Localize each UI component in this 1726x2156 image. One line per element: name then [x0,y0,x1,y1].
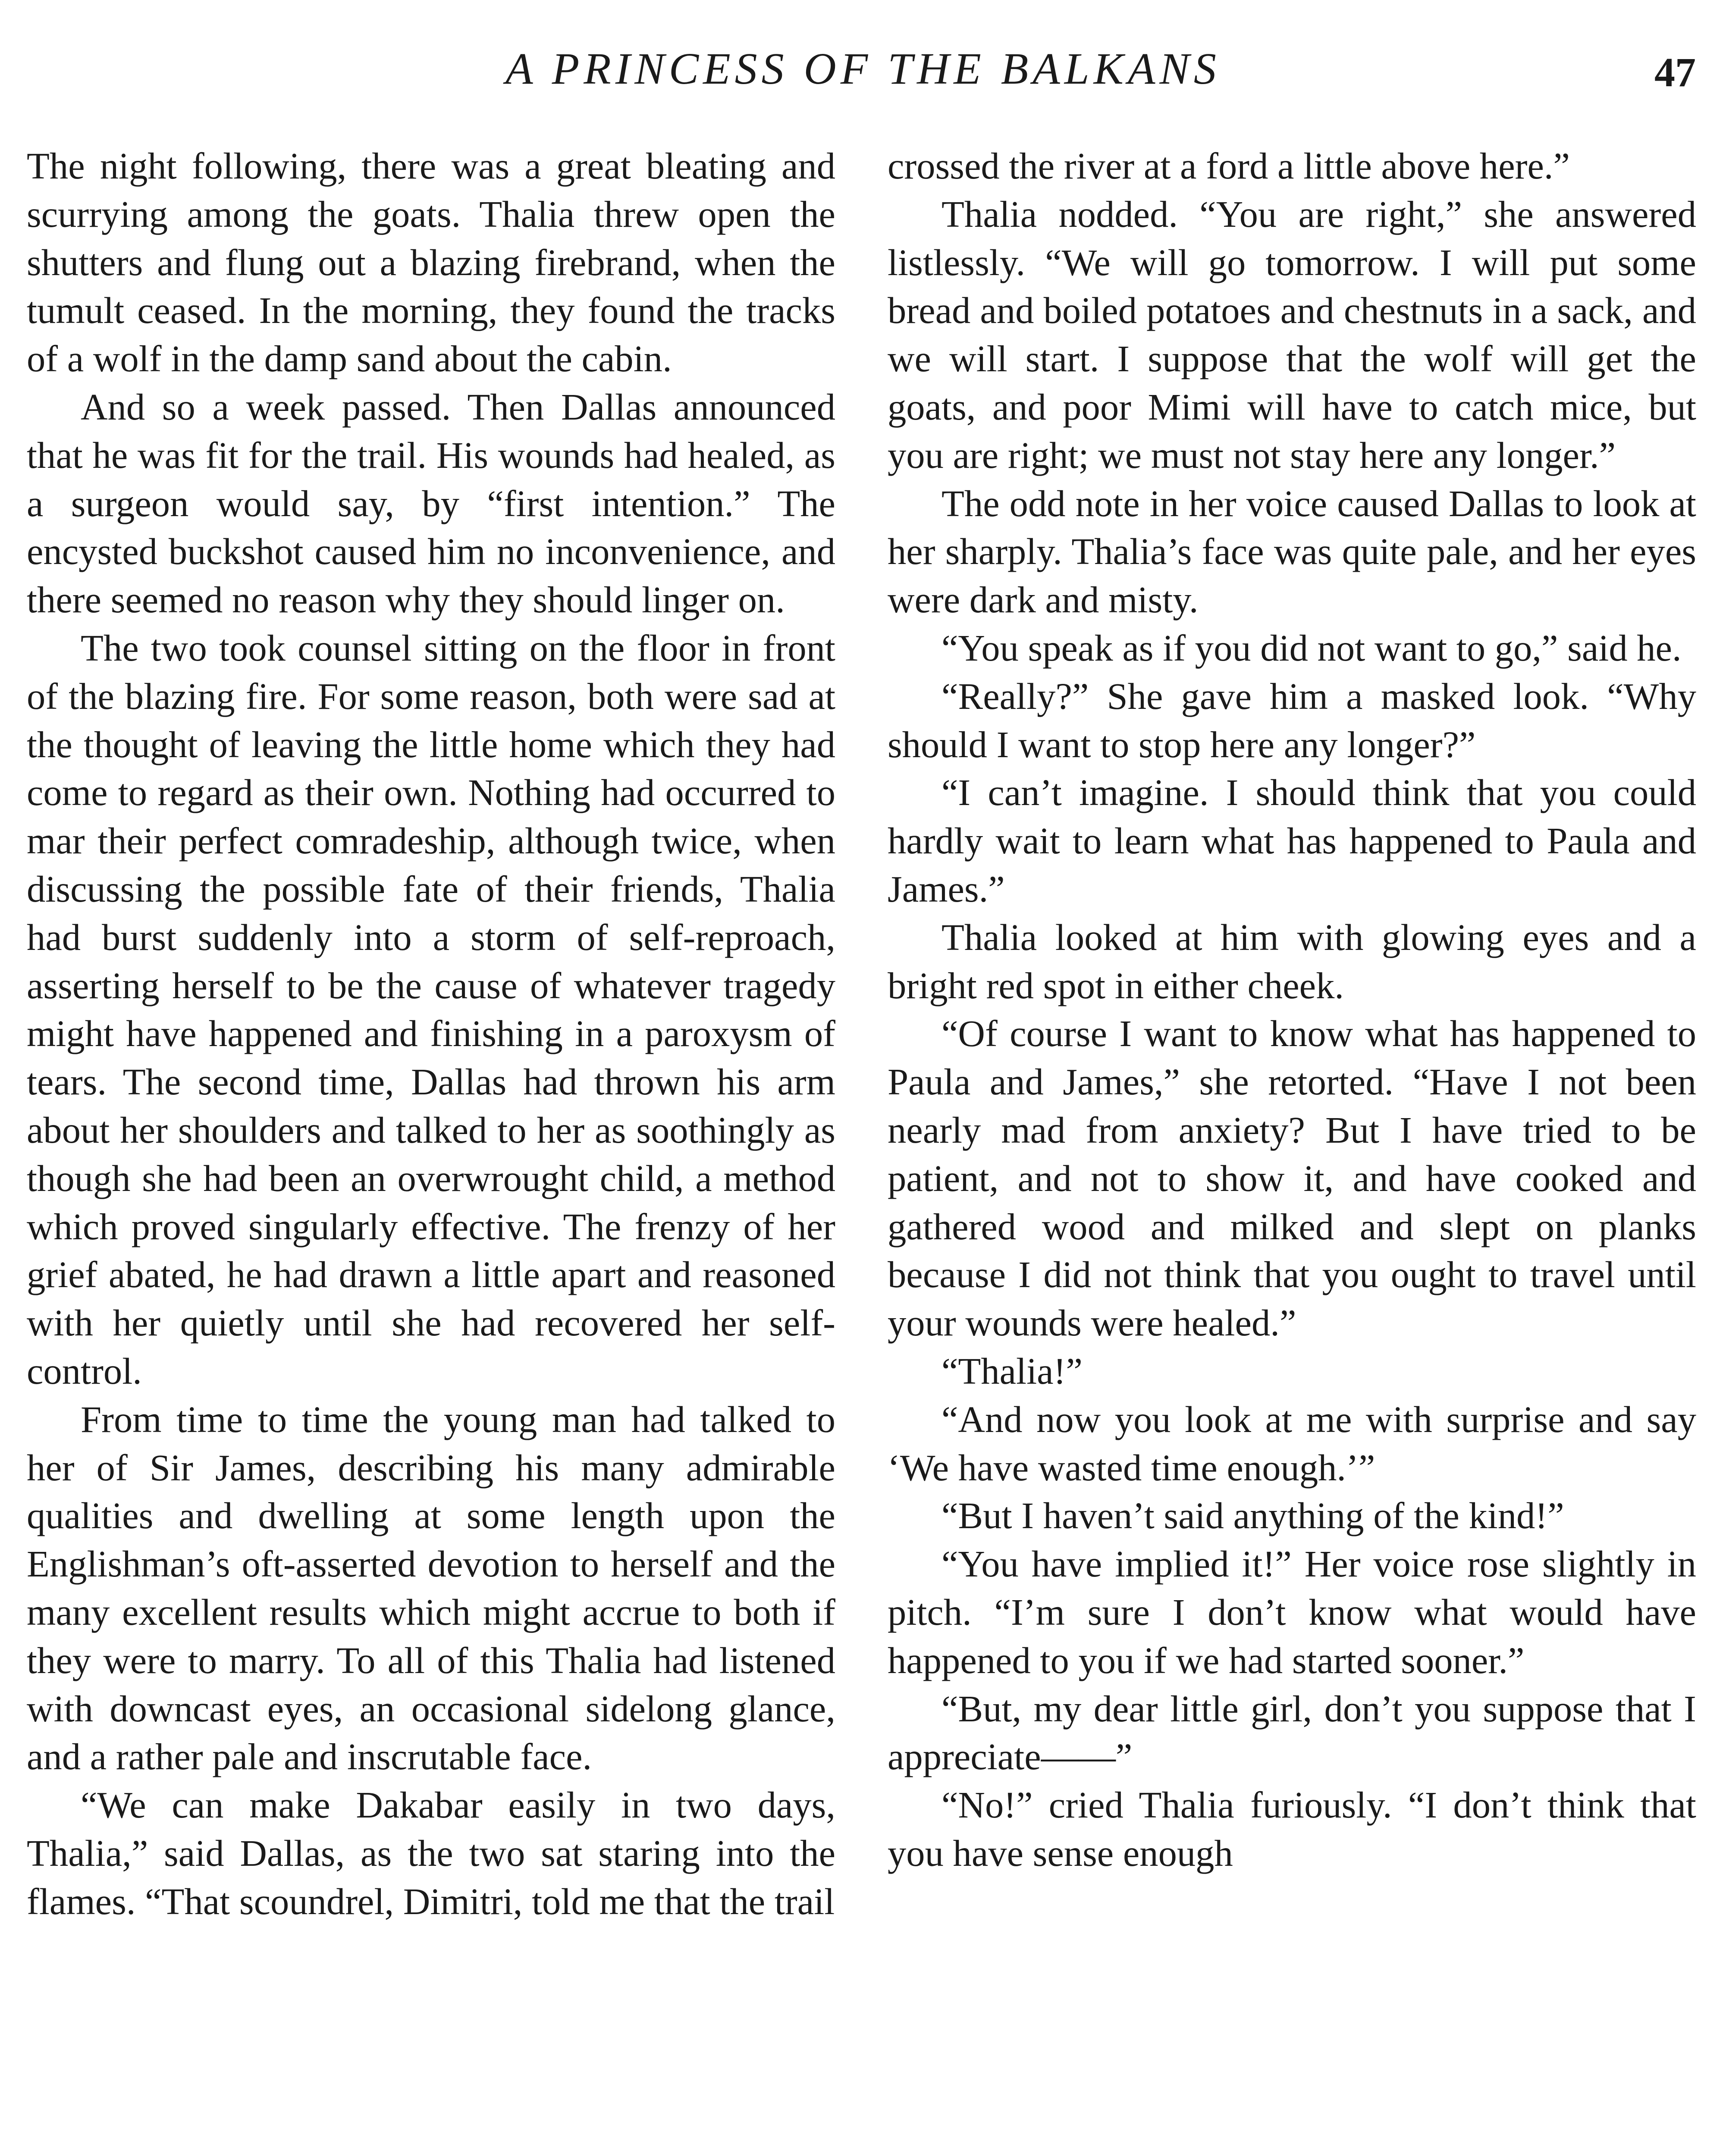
paragraph: “You speak as if you did not want to go,” said he. [941,627,1682,669]
paragraph: Thalia looked at him with glowing eyes and a bright red spot in either cheek. [888,916,1696,1006]
paragraph: “But, my dear little girl, don’t you suppose that I appreciate——” [888,1688,1696,1778]
paragraph: The two took counsel sitting on the floor in front of the blazing fire. For some reason, both were sad at the thought of leaving the little home which they had come to regard as their own. Nothing had occurred to mar their perfect comradeship, although twice, when discussing the possible fate of their friends, Thalia had burst suddenly into a storm of self-reproach, asserting herself to be the cause of whatever tragedy might have happened and finishing in a paroxysm of tears. The second time, Dallas had thrown his arm about her shoulders and talked to her as soothingly as though she had been an overwrought child, a method which proved singularly effective. The frenzy of her grief abated, he had drawn a little apart and reasoned with her quietly until she had recovered her self-control. [27,627,835,1392]
paragraph: “You have implied it!” Her voice rose slightly in pitch. “I’m sure I don’t know what would have happened to you if we had started sooner.” [888,1543,1696,1681]
paragraph: “Of course I want to know what has happened to Paula and James,” she retorted. “Have I not been nearly mad from anxiety? But I have tried to be patient, and not to show it, and have cooked and gathered wood and milked and slept on planks because I did not think that you ought to travel until your wounds were healed.” [888,1013,1696,1344]
paragraph: The odd note in her voice caused Dallas to look at her sharply. Thalia’s face was quite pale, and her eyes were dark and misty. [888,483,1696,621]
paragraph: “I can’t imagine. I should think that you could hardly wait to learn what has happened to Paula and James.” [888,772,1696,910]
paragraph: Thalia nodded. “You are right,” she answered listlessly. “We will go tomorrow. I will put some bread and boiled potatoes and chestnuts in a sack, and we will start. I suppose that the wolf will get the goats, and poor Mimi will have to catch mice, but you are right; we must not stay here any longer.” [888,193,1696,476]
running-title: A PRINCESS OF THE BALKANS [505,44,1221,94]
paragraph: From time to time the young man had talked to her of Sir James, describing his many admirable qualities and dwelling at some length upon the Englishman’s oft-asserted devotion to herself and the many excellent results which might accrue to both if they were to marry. To all of this Thalia had listened with downcast eyes, an occasional sidelong glance, and a rather pale and inscrutable face. [27,1398,835,1778]
right-column [888,142,1696,1878]
paragraph: “Thalia!” [941,1350,1083,1392]
paragraph: “But I haven’t said anything of the kind!” [941,1495,1564,1537]
paragraph: crossed the river at a ford a little above here.” [888,145,1570,187]
left-column [27,142,835,1926]
paragraph: “Really?” She gave him a masked look. “Why should I want to stop here any longer?” [888,675,1696,765]
paragraph: “And now you look at me with surprise and say ‘We have wasted time enough.’” [888,1398,1696,1489]
page-number: 47 [1654,49,1696,95]
paragraph: And so a week passed. Then Dallas announced that he was fit for the trail. His wounds had healed, as a surgeon would say, by “first intention.” The encysted buckshot caused him no inconvenience, and there seemed no reason why they should linger on. [27,386,835,621]
page-header [30,41,1696,106]
paragraph: “We can make Dakabar easily in two days, Thalia,” said Dallas, as the two sat staring into the flames. “That scoundrel, Dimitri, told me that the trail [27,1784,835,1922]
paragraph: The night following, there was a great bleating and scurrying among the goats. Thalia threw open the shutters and flung out a blazing firebrand, when the tumult ceased. In the morning, they found the tracks of a wolf in the damp sand about the cabin. [27,145,835,380]
paragraph: “No!” cried Thalia furiously. “I don’t think that you have sense enough [888,1784,1696,1874]
